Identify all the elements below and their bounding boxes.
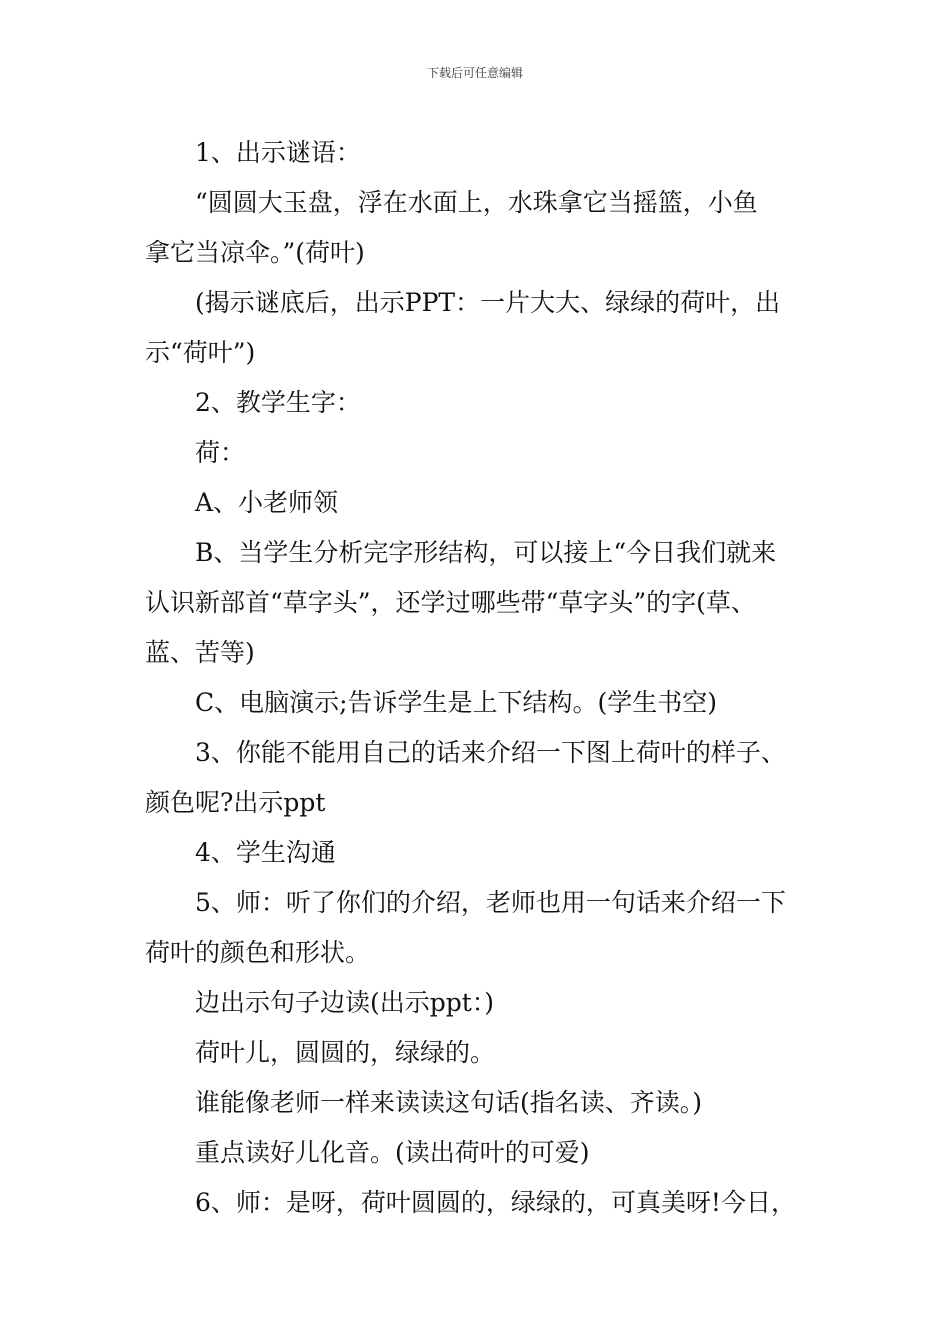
text-line: 拿它当凉伞。”(荷叶) <box>145 238 365 267</box>
text-line: 3、你能不能用自己的话来介绍一下图上荷叶的样子、 <box>195 738 786 767</box>
text-line: C、电脑演示;告诉学生是上下结构。(学生书空) <box>195 688 718 717</box>
text-line: 荷： <box>195 438 246 467</box>
text-line: 颜色呢?出示ppt <box>145 788 326 817</box>
text-line: 2、教学生字： <box>195 388 361 417</box>
document-body <box>145 128 835 1228</box>
text-line: A、小老师领 <box>195 488 339 517</box>
text-line: 6、师：是呀，荷叶圆圆的，绿绿的，可真美呀!今日， <box>195 1188 796 1217</box>
text-line: 边出示句子边读(出示ppt：) <box>195 988 495 1017</box>
text-line: 重点读好儿化音。(读出荷叶的可爱) <box>195 1138 590 1167</box>
text-line: 4、学生沟通 <box>195 838 336 867</box>
text-line: 荷叶儿，圆圆的，绿绿的。 <box>195 1038 496 1067</box>
text-line: 荷叶的颜色和形状。 <box>145 938 371 967</box>
text-line: 蓝、苦等) <box>145 638 255 667</box>
text-line: “圆圆大玉盘，浮在水面上，水珠拿它当摇篮，小鱼 <box>195 188 758 217</box>
text-line: 1、出示谜语： <box>195 138 361 167</box>
text-line: 认识新部首“草字头”，还学过哪些带“草字头”的字(草、 <box>145 588 756 617</box>
text-line: B、当学生分析完字形结构，可以接上“今日我们就来 <box>195 538 777 567</box>
text-line: 谁能像老师一样来读读这句话(指名读、齐读。) <box>195 1088 703 1117</box>
text-line: 5、师：听了你们的介绍，老师也用一句话来介绍一下 <box>195 888 786 917</box>
text-line: (揭示谜底后，出示PPT：一片大大、绿绿的荷叶，出 <box>195 288 781 317</box>
text-line: 示“荷叶”) <box>145 338 256 367</box>
page-header: 下载后可任意编辑 <box>426 66 523 80</box>
